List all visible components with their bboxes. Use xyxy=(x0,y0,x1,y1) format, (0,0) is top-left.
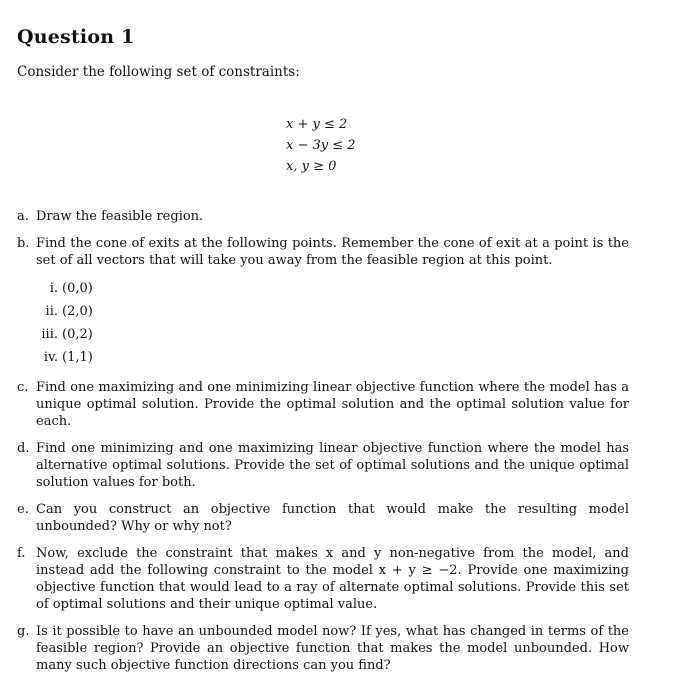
part-label: e. xyxy=(17,502,29,517)
question-intro: Consider the following set of constraints: xyxy=(17,64,300,80)
question-title: Question 1 xyxy=(17,26,135,48)
point-label: i. xyxy=(49,281,58,296)
point-value: (2,0) xyxy=(62,304,93,319)
part-text: Now, exclude the constraint that makes x and y non-negative from the model, and instead add the following constraint to the model x + y ≥ −2. Provide one maximizing objective function that would lead to a ray of alternate optimal solutions. Provide this set of optimal solutions and their unique optimal value. xyxy=(36,546,629,612)
point-label: iv. xyxy=(43,350,58,365)
part-label: a. xyxy=(17,209,29,224)
part-text: Find one maximizing and one minimizing linear objective function where the model has a unique optimal solution. Provide the optimal solution and the optimal solution value for each. xyxy=(36,380,629,429)
point-item xyxy=(36,346,629,369)
point-label: iii. xyxy=(41,327,58,342)
part-text: Draw the feasible region. xyxy=(36,209,204,224)
point-item xyxy=(36,300,629,323)
question-parts xyxy=(17,208,629,684)
part-label: c. xyxy=(17,380,29,395)
point-label: ii. xyxy=(45,304,58,319)
point-list xyxy=(36,277,629,369)
point-item xyxy=(36,323,629,346)
constraint-2: x − 3y ≤ 2 xyxy=(286,138,356,153)
part-label: g. xyxy=(17,624,30,639)
point-value: (0,0) xyxy=(62,281,93,296)
part-label: b. xyxy=(17,236,30,251)
part-b xyxy=(17,235,629,369)
part-text: Find the cone of exits at the following points. Remember the cone of exit at a point is the set of all vectors that will take you away from the feasible region at this point. xyxy=(36,236,629,268)
part-text: Is it possible to have an unbounded model now? If yes, what has changed in terms of the feasible region? Provide an objective function that makes the model unbounded. How many such objective function directions can you find? xyxy=(36,624,629,673)
point-value: (0,2) xyxy=(62,327,93,342)
part-e xyxy=(17,501,629,535)
part-d xyxy=(17,440,629,491)
constraint-block xyxy=(286,114,356,177)
constraint-1: x + y ≤ 2 xyxy=(286,117,348,132)
part-g xyxy=(17,623,629,674)
part-f xyxy=(17,545,629,613)
part-text: Can you construct an objective function that would make the resulting model unbounded? Why or why not? xyxy=(36,502,629,534)
part-text: Find one minimizing and one maximizing linear objective function where the model has alternative optimal solutions. Provide the set of optimal solutions and the unique optimal solution values for both. xyxy=(36,441,629,490)
part-label: d. xyxy=(17,441,30,456)
part-c xyxy=(17,379,629,430)
point-value: (1,1) xyxy=(62,350,93,365)
part-a xyxy=(17,208,629,225)
point-item xyxy=(36,277,629,300)
part-label: f. xyxy=(17,546,26,561)
constraint-3: x, y ≥ 0 xyxy=(286,159,337,174)
